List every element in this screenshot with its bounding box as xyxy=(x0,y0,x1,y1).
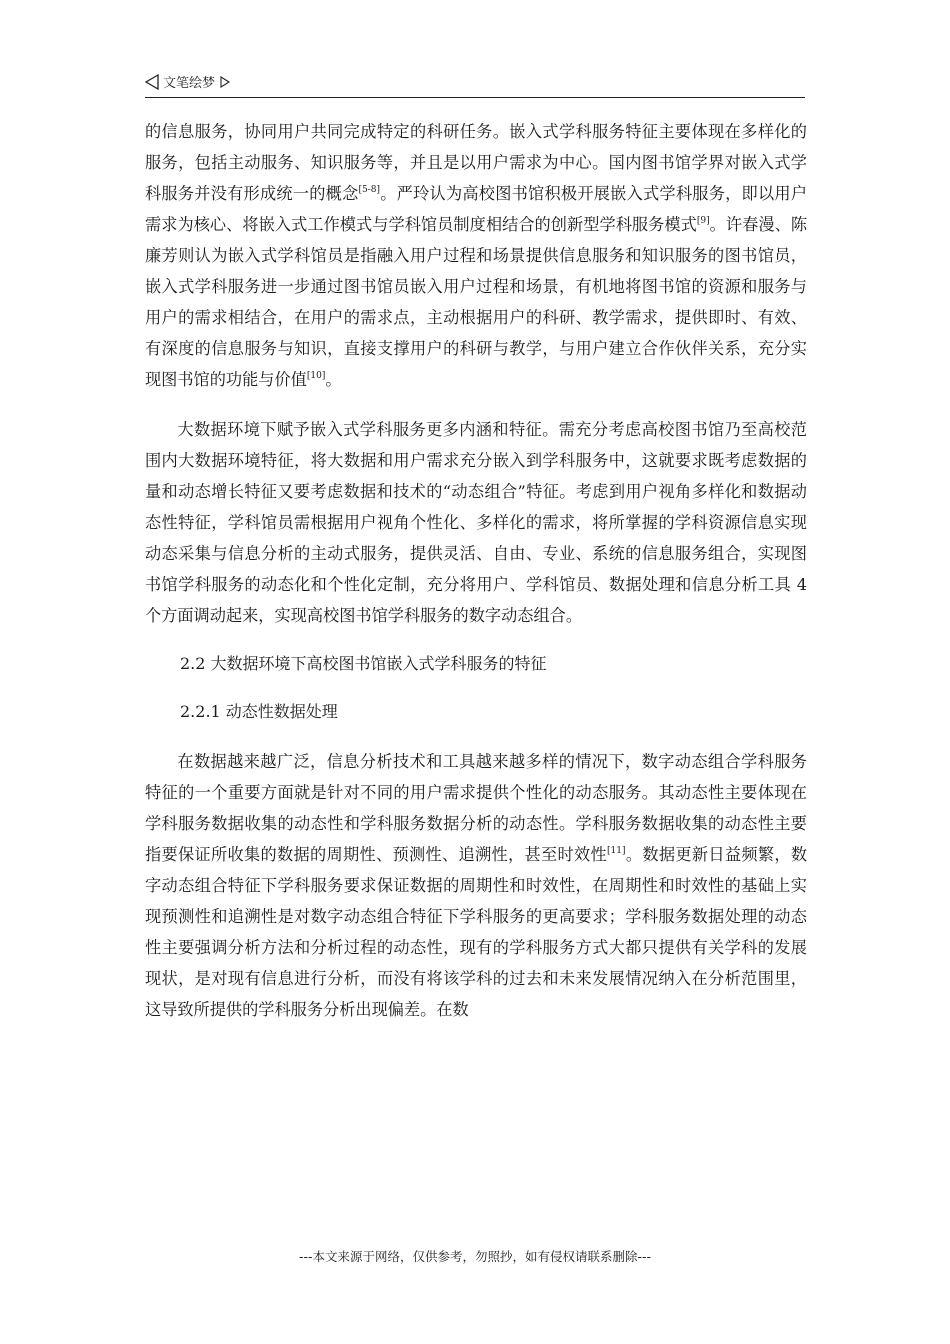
paragraph-1 xyxy=(145,116,807,395)
header-rule xyxy=(145,97,805,98)
triangle-left-icon xyxy=(145,74,159,90)
paragraph-1-text-d: 。 xyxy=(325,370,342,389)
page-footer-notice: ---本文来源于网络，仅供参考，勿照抄，如有侵权请联系删除--- xyxy=(298,1249,652,1264)
paragraph-3-text-b: 。数据更新日益频繁，数字动态组合特征下学科服务要求保证数据的周期性和时效性，在周期性和时效性的基础上实现预测性和追溯性是对数字动态组合特征下学科服务的更高要求；学科服务数据处理的动态性主要强调分析方法和分析过程的动态性，现有的学科服务方式大都只提供有关学科的发展现状，是对现有信息进行分析，而没有将该学科的过去和未来发展情况纳入在分析范围里，这导致所提供的学科服务分析出现偏差。在数 xyxy=(145,845,808,1019)
triangle-right-icon xyxy=(219,76,231,88)
paragraph-2: 大数据环境下赋予嵌入式学科服务更多内涵和特征。需充分考虑高校图书馆乃至高校范围内大数据环境特征，将大数据和用户需求充分嵌入到学科服务中，这就要求既考虑数据的量和动态增长特征又要考虑数据和技术的“动态组合”特征。考虑到用户视角多样化和数据动态性特征，学科馆员需根据用户视角个性化、多样化的需求，将所掌握的学科资源信息实现动态采集与信息分析的主动式服务，提供灵活、自由、专业、系统的信息服务组合，实现图书馆学科服务的动态化和个性化定制，充分将用户、学科馆员、数据处理和信息分析工具 4 个方面调动起来，实现高校图书馆学科服务的数字动态组合。 xyxy=(145,420,807,625)
section-heading-2-2-1: 2.2.1 动态性数据处理 xyxy=(180,702,338,721)
citation-5-8: [5-8] xyxy=(358,185,381,195)
citation-9: [9] xyxy=(696,216,710,226)
paragraph-1-text-c: 。许春漫、陈廉芳则认为嵌入式学科馆员是指融入用户过程和场景提供信息服务和知识服务的图书馆员，嵌入式学科服务进一步通过图书馆员嵌入用户过程和场景，有机地将图书馆的资源和服务与用户的需求相结合，在用户的需求点，主动根据用户的科研、教学需求，提供即时、有效、有深度的信息服务与知识，直接支撑用户的科研与教学，与用户建立合作伙伴关系，充分实现图书馆的功能与价值 xyxy=(145,215,808,389)
paragraph-1-text-a: 的信息服务，协同用户共同完成特定的科研任务。嵌入式学科服务特征主要体现在多样化的服务，包括主动服务、知识服务等，并且是以用户需求为中心。国内图书馆学界对嵌入式学科服务并没有形成统一的概念 xyxy=(145,122,807,203)
header-brand xyxy=(145,72,231,91)
paragraph-3-text-a: 在数据越来越广泛，信息分析技术和工具越来越多样的情况下，数字动态组合学科服务特征的一个重要方面就是针对不同的用户需求提供个性化的动态服务。其动态性主要体现在学科服务数据收集的动态性和学科服务数据分析的动态性。学科服务数据收集的动态性主要指要保证所收集的数据的周期性、预测性、追溯性，甚至时效性 xyxy=(145,752,807,864)
citation-11: [11] xyxy=(607,846,626,856)
brand-name: 文笔绘梦 xyxy=(163,76,216,91)
document-body xyxy=(145,116,807,1025)
page-header xyxy=(145,72,805,98)
section-heading-2-2: 2.2 大数据环境下高校图书馆嵌入式学科服务的特征 xyxy=(180,654,547,673)
paragraph-1-text-b: 。严玲认为高校图书馆积极开展嵌入式学科服务，即以用户需求为核心、将嵌入式工作模式与学科馆员制度相结合的创新型学科服务模式 xyxy=(145,184,808,234)
paragraph-3 xyxy=(145,746,807,1025)
citation-10: [10] xyxy=(306,371,326,381)
